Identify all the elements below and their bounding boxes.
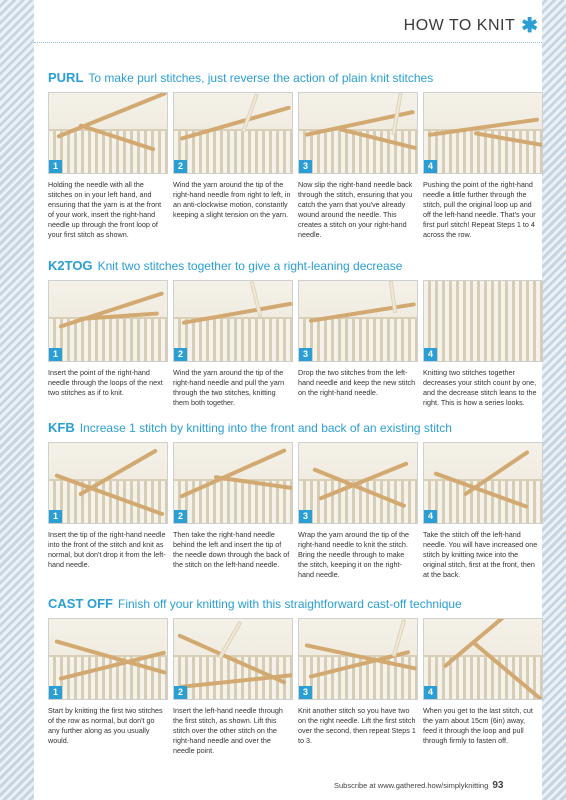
step-card xyxy=(48,280,168,408)
step-photo xyxy=(173,92,293,174)
step-photo xyxy=(48,92,168,174)
section-keyword: PURL xyxy=(48,70,84,85)
step-photo xyxy=(48,618,168,700)
step-card xyxy=(173,618,293,756)
step-description: Knit another stitch so you have two on the right needle. Lift the first stitch over the second, then repeat Steps 1 to 3. xyxy=(298,706,416,745)
section-subtitle: Increase 1 stitch by knitting into the front and back of an existing stitch xyxy=(79,421,452,435)
step-number-badge: 4 xyxy=(424,510,437,523)
snowflake-icon: ✱ xyxy=(521,15,538,37)
section-keyword: CAST OFF xyxy=(48,596,113,611)
page-title: HOW TO KNIT xyxy=(403,17,516,34)
step-card xyxy=(298,442,418,580)
section-subtitle: To make purl stitches, just reverse the action of plain knit stitches xyxy=(88,71,434,85)
section-subtitle: Finish off your knitting with this straightforward cast-off technique xyxy=(118,597,462,611)
page-footer xyxy=(334,780,503,791)
step-description: Take the stitch off the left-hand needle. You will have increased one stitch by knitting twice into the original stitch, first at the front, then at the back. xyxy=(423,530,538,579)
step-card xyxy=(298,280,418,408)
page-number: 93 xyxy=(492,780,504,791)
step-photo xyxy=(423,280,543,362)
section-heading xyxy=(48,70,528,86)
step-card xyxy=(298,618,418,756)
step-number-badge: 1 xyxy=(49,510,62,523)
step-photo xyxy=(173,442,293,524)
section-heading xyxy=(48,258,528,274)
step-number-badge: 1 xyxy=(49,348,62,361)
step-card xyxy=(48,442,168,580)
step-card xyxy=(48,618,168,756)
step-number-badge: 2 xyxy=(174,510,187,523)
step-card xyxy=(423,92,543,240)
step-description: Wind the yarn around the tip of the right-hand needle from right to left, in an anti-clockwise motion, constantly keeping a slight tension on the yarn. xyxy=(173,180,291,219)
step-description: Wrap the yarn around the tip of the right-hand needle to knit the stitch. Bring the needle through to make the stitch, keeping it on the right-hand needle. xyxy=(298,530,409,579)
step-card xyxy=(423,442,543,580)
step-photo xyxy=(298,442,418,524)
step-number-badge: 3 xyxy=(299,510,312,523)
step-photo xyxy=(423,92,543,174)
step-number-badge: 2 xyxy=(174,348,187,361)
step-card xyxy=(173,92,293,240)
step-description: Holding the needle with all the stitches on in your left hand, and ensuring that the yarn is at the front of your work, insert the right-hand needle up through the front loop of your first stitch as shown. xyxy=(48,180,162,239)
section-kfb xyxy=(48,420,538,580)
step-description: Pushing the point of the right-hand needle a little further through the stitch, pull the original loop up and off the left-hand needle. That's your first purl stitch! Repeat Steps 1 to 4 across the row. xyxy=(423,180,536,239)
step-number-badge: 4 xyxy=(424,348,437,361)
section-heading xyxy=(48,596,528,612)
step-photo xyxy=(48,442,168,524)
step-card xyxy=(423,618,543,756)
step-photo xyxy=(48,280,168,362)
step-description: Then take the right-hand needle behind the left and insert the tip of the needle down through the back of the stitch on the left-hand needle. xyxy=(173,530,290,569)
step-description: Insert the tip of the right-hand needle into the front of the stitch and knit as normal, but don't drop it from the left-hand needle. xyxy=(48,530,166,569)
step-photo xyxy=(173,618,293,700)
step-description: When you get to the last stitch, cut the yarn about 15cm (6in) away, feed it through the loop and pull through firmly to fasten off. xyxy=(423,706,533,745)
step-description: Start by knitting the first two stitches of the row as normal, but don't go any further along as you usually would. xyxy=(48,706,163,745)
section-keyword: KFB xyxy=(48,420,75,435)
header-divider xyxy=(34,42,542,44)
step-description: Insert the point of the right-hand needle through the loops of the next two stitches as if to knit. xyxy=(48,368,163,397)
magazine-page xyxy=(34,0,542,800)
step-card xyxy=(423,280,543,408)
step-card xyxy=(298,92,418,240)
step-description: Now slip the right-hand needle back through the stitch, ensuring that you catch the yarn that you've already wound around the needle. This creates a stitch on your right-hand needle. xyxy=(298,180,413,239)
section-keyword: K2TOG xyxy=(48,258,93,273)
step-number-badge: 1 xyxy=(49,160,62,173)
step-description: Drop the two stitches from the left-hand needle and keep the new stitch on the right-hand needle. xyxy=(298,368,416,397)
step-photo xyxy=(423,442,543,524)
step-photo xyxy=(423,618,543,700)
step-number-badge: 1 xyxy=(49,686,62,699)
subscribe-link[interactable]: Subscribe at www.gathered.how/simplyknitting xyxy=(334,781,489,790)
section-cast-off xyxy=(48,596,533,756)
step-card xyxy=(173,442,293,580)
step-photo xyxy=(173,280,293,362)
step-number-badge: 2 xyxy=(174,686,187,699)
knit-texture-left-edge xyxy=(0,0,36,800)
section-heading xyxy=(48,420,528,436)
step-card xyxy=(48,92,168,240)
section-k2tog xyxy=(48,258,537,408)
knit-texture-right-edge xyxy=(540,0,566,800)
step-number-badge: 4 xyxy=(424,160,437,173)
section-purl xyxy=(48,70,536,240)
step-photo xyxy=(298,618,418,700)
step-number-badge: 3 xyxy=(299,160,312,173)
step-description: Wind the yarn around the tip of the right-hand needle and pull the yarn through the two stitches, knitting them both together. xyxy=(173,368,285,407)
step-number-badge: 3 xyxy=(299,348,312,361)
step-card xyxy=(173,280,293,408)
step-number-badge: 2 xyxy=(174,160,187,173)
step-number-badge: 4 xyxy=(424,686,437,699)
page-header xyxy=(404,16,538,36)
step-photo xyxy=(298,92,418,174)
step-photo xyxy=(298,280,418,362)
step-number-badge: 3 xyxy=(299,686,312,699)
step-description: Insert the left-hand needle through the first stitch, as shown. Lift this stitch over the other stitch on the right-hand needle and over the needle point. xyxy=(173,706,283,755)
section-subtitle: Knit two stitches together to give a right-leaning decrease xyxy=(97,259,403,273)
step-description: Knitting two stitches together decreases your stitch count by one, and the decrease stitch leans to the right. This is how a series looks. xyxy=(423,368,537,407)
